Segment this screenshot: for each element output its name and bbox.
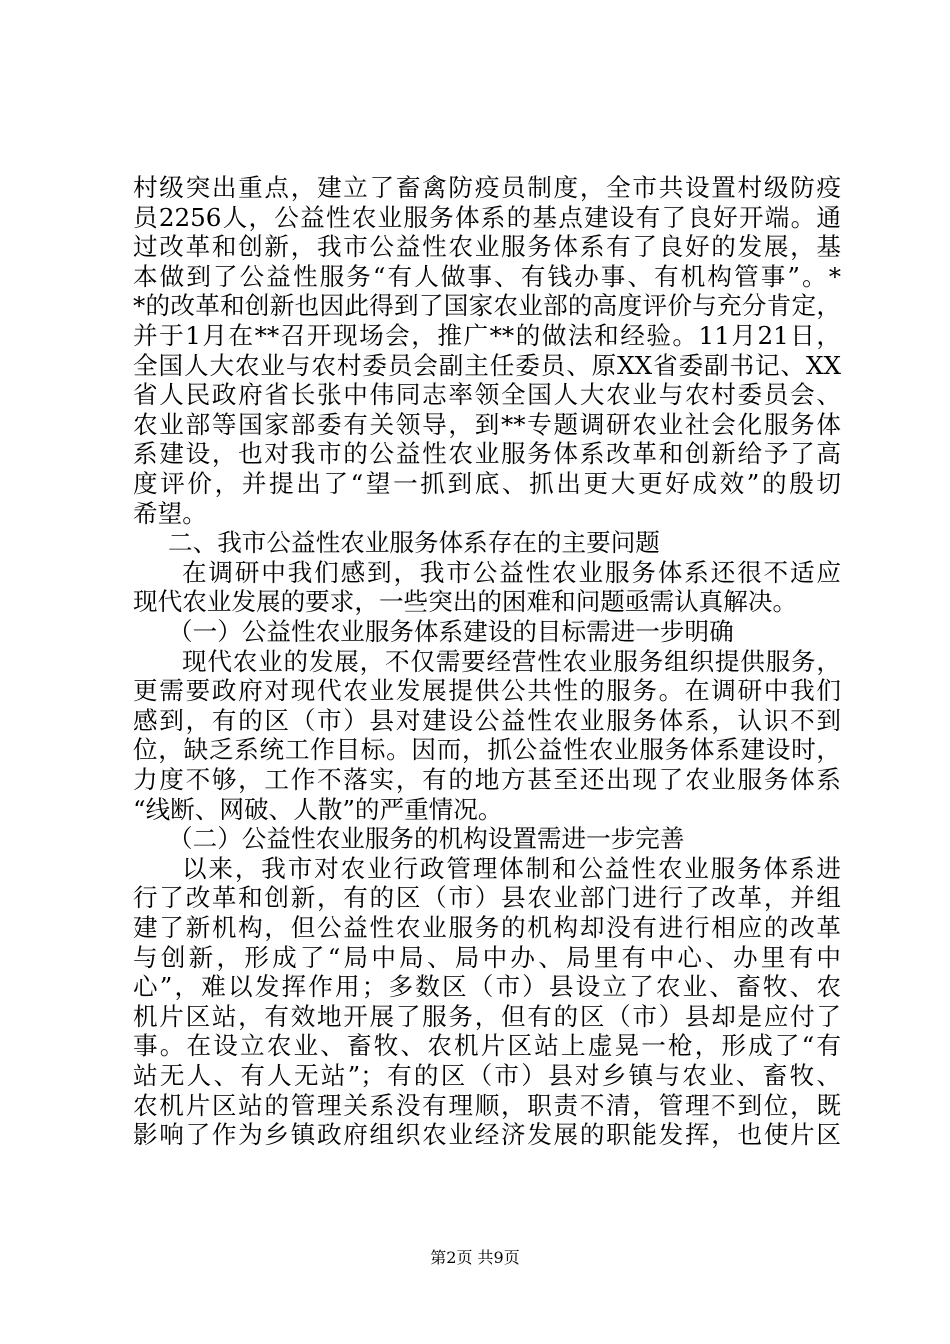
- text-line: *的改革和创新也因此得到了国家农业部的高度评价与充分肯定，: [133, 291, 841, 321]
- subsection-heading: （二）公益性农业服务的机构设置需进一步完善: [168, 824, 685, 854]
- text-line: 机片区站，有效地开展了服务，但有的区（市）县却是应付了: [133, 1001, 841, 1031]
- text-line: 感到，有的区（市）县对建设公益性农业服务体系，认识不到: [133, 705, 841, 735]
- text-line: 并于1月在**召开现场会，推广**的做法和经验。11月21日，: [133, 321, 841, 350]
- text-line: 事。在设立农业、畜牧、农机片区站上虚晃一枪，形成了“有: [133, 1031, 841, 1061]
- text-line: 希望。: [133, 498, 207, 528]
- text-line: 农业部等国家部委有关领导，到**专题调研农业社会化服务体: [133, 409, 841, 439]
- text-line: 行了改革和创新，有的区（市）县农业部门进行了改革，并组: [133, 883, 841, 913]
- text-line: 度评价，并提出了“望一抓到底、抓出更大更好成效”的殷切: [133, 469, 841, 498]
- text-line: 过改革和创新，我市公益性农业服务体系有了良好的发展，基: [133, 232, 841, 262]
- text-line: 现代农业的发展，不仅需要经营性农业服务组织提供服务，: [182, 646, 841, 676]
- text-line: 系建设，也对我市的公益性农业服务体系改革和创新给予了高: [133, 439, 841, 469]
- text-line: 力度不够，工作不落实，有的地方甚至还出现了农业服务体系: [133, 765, 841, 794]
- text-line: 以来，我市对农业行政管理体制和公益性农业服务体系进: [182, 853, 841, 883]
- text-line: 与创新，形成了“局中局、局中办、局里有中心、办里有中: [133, 942, 841, 972]
- text-line: 建了新机构，但公益性农业服务的机构却没有进行相应的改革: [133, 913, 841, 942]
- text-line: 心”，难以发挥作用；多数区（市）县设立了农业、畜牧、农: [133, 972, 841, 1002]
- text-line: “线断、网破、人散”的严重情况。: [133, 794, 503, 824]
- text-line: 更需要政府对现代农业发展提供公共性的服务。在调研中我们: [133, 676, 841, 706]
- subsection-heading: （一）公益性农业服务体系建设的目标需进一步明确: [168, 617, 734, 646]
- text-line: 影响了作为乡镇政府组织农业经济发展的职能发挥，也使片区: [133, 1120, 841, 1150]
- text-line: 位，缺乏系统工作目标。因而，抓公益性农业服务体系建设时，: [133, 735, 841, 765]
- text-line: 省人民政府省长张中伟同志率领全国人大农业与农村委员会、: [133, 380, 841, 410]
- text-line: 农机片区站的管理关系没有理顺，职责不清，管理不到位，既: [133, 1090, 841, 1120]
- text-line: 员2256人，公益性农业服务体系的基点建设有了良好开端。通: [133, 202, 841, 232]
- text-line: 本做到了公益性服务“有人做事、有钱办事、有机构管事”。*: [133, 261, 841, 291]
- text-line: 站无人、有人无站”；有的区（市）县对乡镇与农业、畜牧、: [133, 1061, 841, 1090]
- section-heading: 二、我市公益性农业服务体系存在的主要问题: [168, 528, 660, 558]
- text-line: 村级突出重点，建立了畜禽防疫员制度，全市共设置村级防疫: [133, 173, 841, 202]
- page-number: 第2页 共9页: [430, 1248, 520, 1267]
- text-line: 全国人大农业与农村委员会副主任委员、原XX省委副书记、XX: [133, 350, 841, 380]
- text-line: 在调研中我们感到，我市公益性农业服务体系还很不适应: [182, 557, 841, 587]
- text-line: 现代农业发展的要求，一些突出的困难和问题亟需认真解决。: [133, 587, 798, 617]
